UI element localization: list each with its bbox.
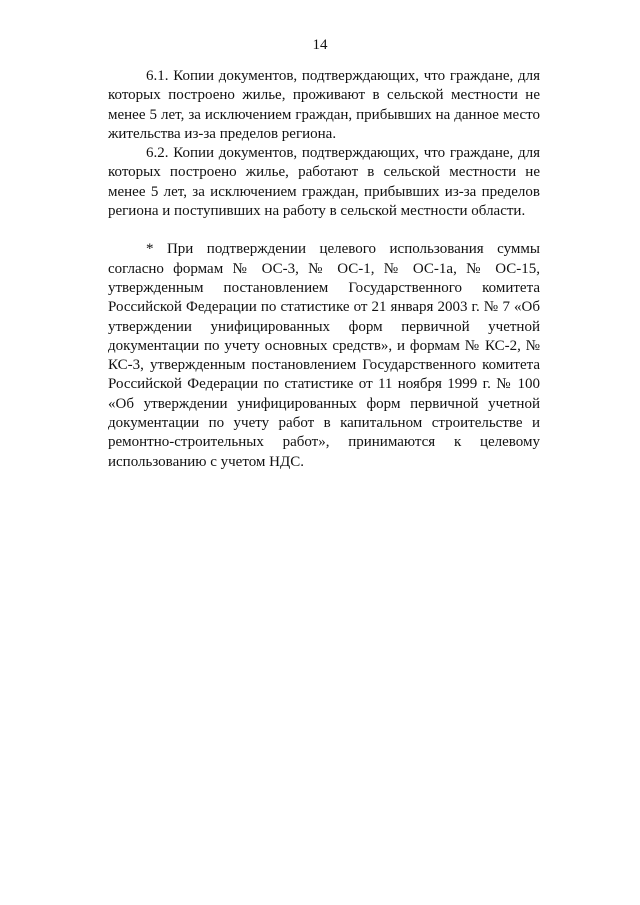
document-body: [108, 67, 540, 472]
footnote: * При подтверждении целевого использования суммы согласно формам № ОС-3, № ОС-1, № ОС-1а, № ОС-15, утвержденным постановлением Государственного комитета Российской Федерации по статистике от 21 января 2003 г. № 7 «Об утверждении унифицированных форм первичной учетной документации по учету основных средств», и формам № КС-2, № КС-3, утвержденным постановлением Государственного комитета Российской Федерации по статистике от 11 ноября 1999 г. № 100 «Об утверждении унифицированных форм первичной учетной документации по учету работ в капитальном строительстве и ремонтно-строительных работ», принимаются к целевому использованию с учетом НДС.: [108, 241, 540, 470]
paragraph-6-2: 6.2. Копии документов, подтверждающих, что граждане, для которых построено жилье, работают в сельской местности не менее 5 лет, за исключением граждан, прибывших из-за пределов региона и поступивших на работу в сельской местности области.: [108, 145, 540, 220]
page-number: 14: [312, 37, 328, 53]
paragraph-6-1: 6.1. Копии документов, подтверждающих, что граждане, для которых построено жилье, проживают в сельской местности не менее 5 лет, за исключением граждан, прибывших на данное место жительства из-за пределов региона.: [108, 68, 540, 142]
